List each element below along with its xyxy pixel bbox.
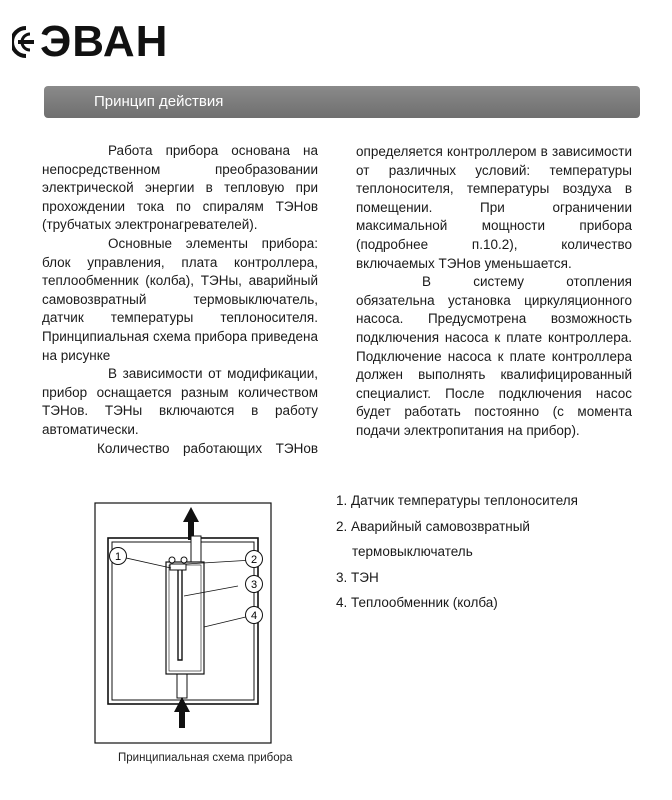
diagram-caption: Принципиальная схема прибора	[118, 752, 293, 764]
svg-text:3: 3	[250, 579, 258, 591]
legend-item: термовыключатель	[352, 544, 473, 560]
schematic-diagram	[94, 502, 272, 744]
left-text-column	[42, 142, 318, 458]
diagram-legend	[336, 488, 636, 616]
brand-logo	[12, 14, 168, 70]
evan-logo-mark-icon	[12, 22, 38, 62]
legend-item: 1. Датчик температуры теплоносителя	[336, 493, 578, 508]
callout-3	[246, 576, 263, 593]
paragraph: Работа прибора основана на непосредственном преобразовании электрической энергии в тепловую при прохождении тока по спиралям ТЭНов (трубчатых электронагревателей).	[42, 143, 318, 233]
callout-4	[246, 607, 263, 624]
legend-item: 2. Аварийный самовозвратный	[336, 518, 530, 534]
sensor-terminal	[181, 557, 187, 563]
paragraph: Количество работающих ТЭНов	[97, 440, 318, 456]
callout-1	[110, 548, 127, 565]
legend-item: 4. Теплообменник (колба)	[336, 595, 498, 611]
inlet-pipe	[177, 672, 187, 698]
paragraph: В систему отопления обязательна установка циркуляционного насоса. Предусмотрена возможность подключения насоса к плате контроллера. Подключение насоса к плате контроллера должен выполнять квалифицированный специалист. После подключения насос будет работать постоянно (с момента подачи электропитания на прибор).	[356, 274, 632, 438]
svg-text:1: 1	[114, 551, 122, 563]
right-text-column	[356, 143, 632, 441]
section-title: Принцип действия	[94, 93, 224, 110]
inlet-arrow-icon	[174, 697, 190, 728]
paragraph: В зависимости от модификации, прибор оснащается разным количеством ТЭНов. ТЭНы включаются в работу автоматически.	[42, 366, 318, 437]
section-header	[44, 86, 640, 118]
outlet-arrow-icon	[183, 507, 199, 540]
callout-2	[246, 551, 263, 568]
sensor-terminal	[169, 557, 175, 563]
paragraph: определяется контроллером в зависимости от различных условий: температуры теплоносителя, температуры воздуха в помещении. При ограничении максимальной мощности прибора (подробнее п.10.2), количество включаемых ТЭНов уменьшается.	[356, 144, 632, 271]
heat-exchanger-flask	[166, 562, 204, 674]
svg-text:2: 2	[250, 554, 258, 566]
paragraph: Основные элементы прибора: блок управления, плата контроллера, теплообменник (колба), ТЭНы, аварийный самовозвратный термовыключатель, датчик температуры теплоносителя. Принципиальная схема прибора приведена на рисунке	[42, 235, 318, 363]
legend-item: 3. ТЭН	[336, 569, 379, 585]
svg-text:4: 4	[250, 610, 258, 622]
logo-text: ЭВАН	[40, 17, 169, 66]
